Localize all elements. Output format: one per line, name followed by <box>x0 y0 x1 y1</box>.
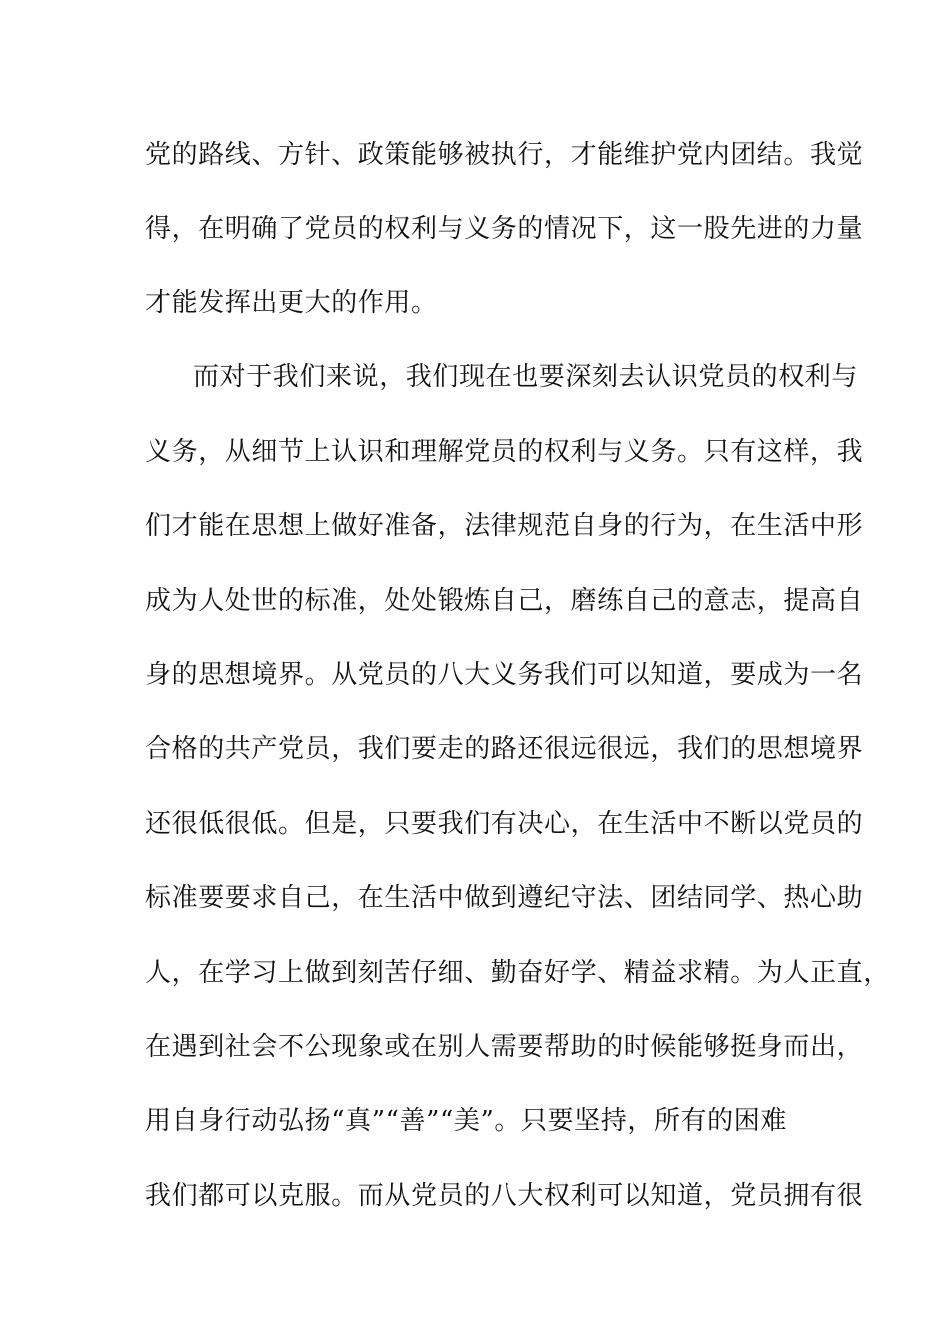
text-line: 们才能在思想上做好准备，法律规范自身的行为，在生活中形 <box>145 511 864 541</box>
text-line: 我们都可以克服。而从党员的八大权利可以知道，党员拥有很 <box>145 1181 864 1211</box>
text-line: 合格的共产党员，我们要走的路还很远很远，我们的思想境界 <box>145 734 864 764</box>
text-line: 义务，从细节上认识和理解党员的权利与义务。只有这样，我 <box>145 437 864 467</box>
paragraph-first-line: 而对于我们来说，我们现在也要深刻去认识党员的权利与 <box>193 362 859 392</box>
text-line: 标准要要求自己，在生活中做到遵纪守法、团结同学、热心助 <box>145 883 864 913</box>
text-line: 还很低很低。但是，只要我们有决心，在生活中不断以党员的 <box>145 809 864 839</box>
text-line: 身的思想境界。从党员的八大义务我们可以知道，要成为一名 <box>145 660 864 690</box>
text-line: 人，在学习上做到刻苦仔细、勤奋好学、精益求精。为人正直， <box>145 958 890 988</box>
text-line: 才能发挥出更大的作用。 <box>145 288 438 318</box>
text-line: 在遇到社会不公现象或在别人需要帮助的时候能够挺身而出， <box>145 1032 864 1062</box>
text-line: 成为人处世的标准，处处锻炼自己，磨练自己的意志，提高自 <box>145 586 864 616</box>
text-line: 党的路线、方针、政策能够被执行，才能维护党内团结。我觉 <box>145 140 864 170</box>
text-line: 用自身行动弘扬“真”“善”“美”。只要坚持，所有的困难 <box>145 1106 787 1136</box>
text-line: 得，在明确了党员的权利与义务的情况下，这一股先进的力量 <box>145 214 864 244</box>
